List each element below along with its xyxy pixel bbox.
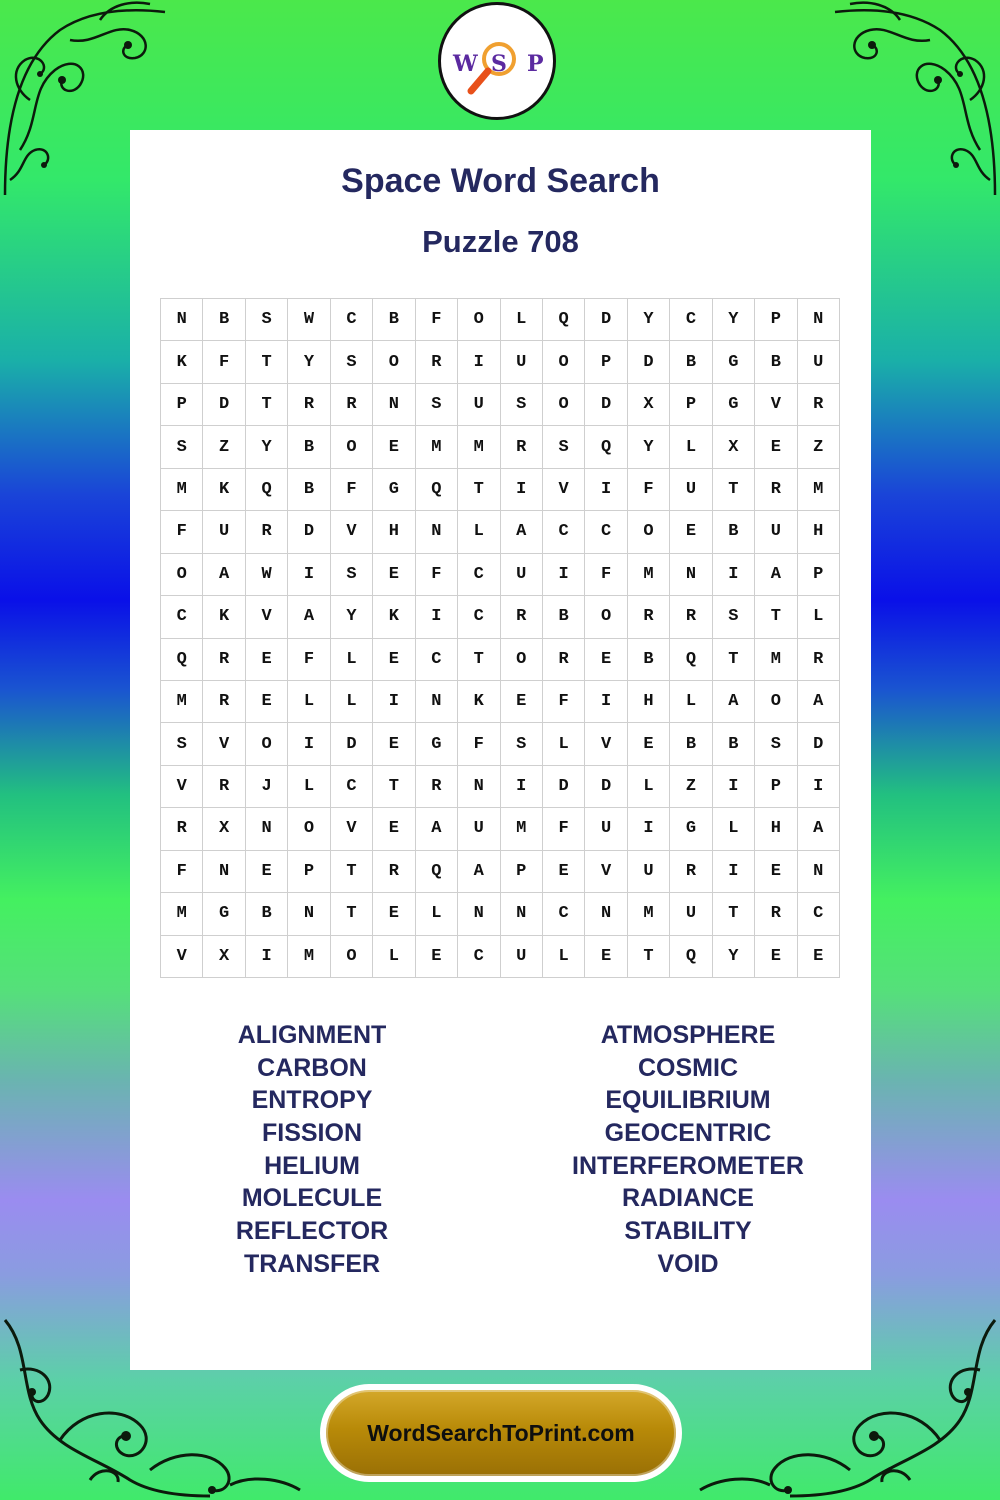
grid-cell[interactable]: C (543, 511, 585, 553)
grid-cell[interactable]: Y (713, 299, 755, 341)
grid-cell[interactable]: D (628, 341, 670, 383)
grid-cell[interactable]: D (203, 384, 245, 426)
grid-cell[interactable]: A (755, 554, 797, 596)
word-list-item: ENTROPY (251, 1086, 373, 1115)
grid-cell[interactable]: U (458, 384, 500, 426)
grid-cell[interactable]: I (713, 851, 755, 893)
grid-cell[interactable]: M (798, 469, 840, 511)
grid-cell[interactable]: N (246, 808, 288, 850)
grid-cell[interactable]: R (543, 639, 585, 681)
grid-cell[interactable]: F (161, 511, 203, 553)
grid-cell[interactable]: X (713, 426, 755, 468)
word-list-item: CARBON (257, 1053, 367, 1082)
grid-cell[interactable]: Q (670, 639, 712, 681)
grid-cell[interactable]: T (628, 936, 670, 978)
grid-cell[interactable]: G (373, 469, 415, 511)
grid-cell[interactable]: N (458, 893, 500, 935)
grid-cell[interactable]: Q (416, 851, 458, 893)
grid-cell[interactable]: F (288, 639, 330, 681)
grid-cell[interactable]: Z (203, 426, 245, 468)
grid-cell[interactable]: Y (288, 341, 330, 383)
grid-cell[interactable]: S (161, 723, 203, 765)
grid-cell[interactable]: A (288, 596, 330, 638)
grid-cell[interactable]: Q (543, 299, 585, 341)
grid-cell[interactable]: U (628, 851, 670, 893)
grid-cell[interactable]: N (585, 893, 627, 935)
grid-cell[interactable]: R (416, 341, 458, 383)
grid-cell[interactable]: N (161, 299, 203, 341)
grid-cell[interactable]: T (713, 639, 755, 681)
grid-cell[interactable]: U (458, 808, 500, 850)
grid-cell[interactable]: E (585, 639, 627, 681)
grid-cell[interactable]: R (798, 639, 840, 681)
grid-cell[interactable]: T (373, 766, 415, 808)
grid-cell[interactable]: D (288, 511, 330, 553)
grid-cell[interactable]: X (203, 808, 245, 850)
grid-cell[interactable]: O (161, 554, 203, 596)
grid-cell[interactable]: U (585, 808, 627, 850)
grid-cell[interactable]: V (161, 936, 203, 978)
grid-cell[interactable]: U (798, 341, 840, 383)
grid-cell[interactable]: S (501, 723, 543, 765)
grid-cell[interactable]: D (585, 384, 627, 426)
grid-cell[interactable]: C (416, 639, 458, 681)
grid-cell[interactable]: G (416, 723, 458, 765)
grid-cell[interactable]: F (161, 851, 203, 893)
grid-cell[interactable]: M (755, 639, 797, 681)
grid-cell[interactable]: I (501, 766, 543, 808)
grid-cell[interactable]: G (713, 384, 755, 426)
grid-cell[interactable]: R (628, 596, 670, 638)
grid-cell[interactable]: V (246, 596, 288, 638)
grid-cell[interactable]: L (798, 596, 840, 638)
grid-cell[interactable]: T (713, 469, 755, 511)
grid-cell[interactable]: K (458, 681, 500, 723)
grid-cell[interactable]: M (288, 936, 330, 978)
grid-cell[interactable]: N (288, 893, 330, 935)
grid-cell[interactable]: E (501, 681, 543, 723)
grid-cell[interactable]: E (585, 936, 627, 978)
grid-cell[interactable]: R (203, 681, 245, 723)
grid-cell[interactable]: H (373, 511, 415, 553)
page-title: Space Word Search (341, 162, 660, 200)
grid-cell[interactable]: U (501, 936, 543, 978)
grid-cell[interactable]: D (331, 723, 373, 765)
grid-cell[interactable]: C (331, 766, 373, 808)
grid-cell[interactable]: N (203, 851, 245, 893)
grid-cell[interactable]: E (670, 511, 712, 553)
grid-cell[interactable]: E (373, 639, 415, 681)
grid-cell[interactable]: O (543, 341, 585, 383)
grid-cell[interactable]: E (373, 426, 415, 468)
grid-cell[interactable]: H (628, 681, 670, 723)
grid-cell[interactable]: D (543, 766, 585, 808)
grid-cell[interactable]: D (585, 766, 627, 808)
word-list-item: REFLECTOR (235, 1217, 389, 1246)
grid-cell[interactable]: C (458, 554, 500, 596)
grid-cell[interactable]: M (416, 426, 458, 468)
grid-cell[interactable]: L (670, 681, 712, 723)
grid-cell[interactable]: N (670, 554, 712, 596)
grid-cell[interactable]: R (203, 766, 245, 808)
grid-cell[interactable]: L (373, 936, 415, 978)
grid-cell[interactable]: C (670, 299, 712, 341)
grid-cell[interactable]: O (585, 596, 627, 638)
grid-cell[interactable]: E (798, 936, 840, 978)
grid-cell[interactable]: X (203, 936, 245, 978)
grid-cell[interactable]: G (670, 808, 712, 850)
grid-cell[interactable]: H (755, 808, 797, 850)
grid-cell[interactable]: M (501, 808, 543, 850)
grid-cell[interactable]: U (670, 469, 712, 511)
grid-cell[interactable]: K (203, 469, 245, 511)
grid-cell[interactable]: I (585, 681, 627, 723)
word-list-item: MOLECULE (241, 1184, 383, 1213)
grid-cell[interactable]: M (161, 681, 203, 723)
grid-cell[interactable]: C (585, 511, 627, 553)
grid-cell[interactable]: Q (246, 469, 288, 511)
grid-cell[interactable]: O (246, 723, 288, 765)
grid-cell[interactable]: P (755, 299, 797, 341)
grid-cell[interactable]: K (161, 341, 203, 383)
grid-cell[interactable]: I (585, 469, 627, 511)
grid-cell[interactable]: B (288, 426, 330, 468)
grid-cell[interactable]: N (373, 384, 415, 426)
grid-cell[interactable]: B (628, 639, 670, 681)
grid-cell[interactable]: S (161, 426, 203, 468)
grid-cell[interactable]: T (458, 639, 500, 681)
grid-cell[interactable]: E (246, 681, 288, 723)
grid-cell[interactable]: T (458, 469, 500, 511)
grid-cell[interactable]: A (798, 808, 840, 850)
grid-cell[interactable]: T (246, 341, 288, 383)
grid-cell[interactable]: J (246, 766, 288, 808)
grid-cell[interactable]: R (288, 384, 330, 426)
grid-cell[interactable]: U (203, 511, 245, 553)
word-list-item: INTERFEROMETER (572, 1151, 804, 1180)
grid-cell[interactable]: I (628, 808, 670, 850)
grid-cell[interactable]: C (458, 596, 500, 638)
grid-cell[interactable]: F (416, 554, 458, 596)
grid-cell[interactable]: S (543, 426, 585, 468)
grid-cell[interactable]: R (501, 426, 543, 468)
grid-cell[interactable]: S (331, 554, 373, 596)
grid-cell[interactable]: B (203, 299, 245, 341)
grid-cell[interactable]: E (373, 723, 415, 765)
grid-cell[interactable]: I (798, 766, 840, 808)
grid-cell[interactable]: I (416, 596, 458, 638)
grid-cell[interactable]: O (288, 808, 330, 850)
grid-cell[interactable]: O (458, 299, 500, 341)
grid-cell[interactable]: L (543, 723, 585, 765)
grid-cell[interactable]: O (373, 341, 415, 383)
grid-cell[interactable]: F (628, 469, 670, 511)
grid-cell[interactable]: N (416, 681, 458, 723)
grid-cell[interactable]: Y (628, 426, 670, 468)
grid-cell[interactable]: L (501, 299, 543, 341)
grid-cell[interactable]: L (458, 511, 500, 553)
grid-cell[interactable]: R (161, 808, 203, 850)
grid-cell[interactable]: N (798, 299, 840, 341)
grid-cell[interactable]: B (713, 511, 755, 553)
grid-cell[interactable]: R (755, 893, 797, 935)
grid-cell[interactable]: S (755, 723, 797, 765)
grid-cell[interactable]: Q (161, 639, 203, 681)
grid-cell[interactable]: O (501, 639, 543, 681)
grid-cell[interactable]: I (458, 341, 500, 383)
word-list-item: TRANSFER (243, 1249, 381, 1278)
grid-cell[interactable]: B (670, 723, 712, 765)
grid-cell[interactable]: P (288, 851, 330, 893)
grid-cell[interactable]: E (373, 893, 415, 935)
grid-cell[interactable]: Q (670, 936, 712, 978)
grid-cell[interactable]: P (670, 384, 712, 426)
grid-cell[interactable]: S (331, 341, 373, 383)
grid-cell[interactable]: T (331, 893, 373, 935)
word-list-right (538, 1019, 838, 1281)
grid-cell[interactable]: R (501, 596, 543, 638)
grid-cell[interactable]: T (755, 596, 797, 638)
grid-cell[interactable]: T (246, 384, 288, 426)
grid-cell[interactable]: E (246, 851, 288, 893)
grid-cell[interactable]: N (458, 766, 500, 808)
grid-cell[interactable]: Y (628, 299, 670, 341)
grid-cell[interactable]: P (585, 341, 627, 383)
grid-cell[interactable]: S (501, 384, 543, 426)
grid-cell[interactable]: G (203, 893, 245, 935)
grid-cell[interactable]: I (713, 554, 755, 596)
grid-cell[interactable]: O (331, 426, 373, 468)
grid-cell[interactable]: V (331, 511, 373, 553)
grid-cell[interactable]: M (161, 893, 203, 935)
grid-cell[interactable]: X (628, 384, 670, 426)
grid-cell[interactable]: N (501, 893, 543, 935)
word-list-left (162, 1019, 462, 1281)
grid-cell[interactable]: O (755, 681, 797, 723)
grid-cell[interactable]: O (331, 936, 373, 978)
grid-cell[interactable]: E (246, 639, 288, 681)
grid-cell[interactable]: E (543, 851, 585, 893)
grid-cell[interactable]: I (288, 723, 330, 765)
word-list-item: GEOCENTRIC (604, 1119, 772, 1148)
grid-cell[interactable]: T (713, 893, 755, 935)
grid-cell[interactable]: V (331, 808, 373, 850)
grid-cell[interactable]: D (585, 299, 627, 341)
grid-cell[interactable]: A (203, 554, 245, 596)
grid-cell[interactable]: M (628, 893, 670, 935)
grid-cell[interactable]: R (670, 596, 712, 638)
grid-cell[interactable]: N (798, 851, 840, 893)
grid-cell[interactable]: Y (713, 936, 755, 978)
grid-cell[interactable]: H (798, 511, 840, 553)
grid-cell[interactable]: T (331, 851, 373, 893)
grid-cell[interactable]: A (501, 511, 543, 553)
word-list-item: ATMOSPHERE (600, 1021, 776, 1049)
grid-cell[interactable]: I (713, 766, 755, 808)
grid-cell[interactable]: L (331, 681, 373, 723)
grid-cell[interactable]: F (458, 723, 500, 765)
grid-cell[interactable]: M (628, 554, 670, 596)
grid-cell[interactable]: W (288, 299, 330, 341)
grid-cell[interactable]: L (713, 808, 755, 850)
grid-cell[interactable]: R (670, 851, 712, 893)
grid-cell[interactable]: C (543, 893, 585, 935)
grid-cell[interactable]: E (755, 426, 797, 468)
grid-cell[interactable]: A (798, 681, 840, 723)
grid-cell[interactable]: F (416, 299, 458, 341)
grid-cell[interactable]: Q (585, 426, 627, 468)
grid-cell[interactable]: W (246, 554, 288, 596)
grid-cell[interactable]: R (246, 511, 288, 553)
grid-cell[interactable]: B (288, 469, 330, 511)
grid-cell[interactable]: Z (670, 766, 712, 808)
grid-cell[interactable]: L (670, 426, 712, 468)
grid-cell[interactable]: S (416, 384, 458, 426)
grid-cell[interactable]: Y (331, 596, 373, 638)
grid-cell[interactable]: N (416, 511, 458, 553)
grid-cell[interactable]: F (543, 681, 585, 723)
grid-cell[interactable]: V (543, 469, 585, 511)
grid-cell[interactable]: O (543, 384, 585, 426)
grid-cell[interactable]: C (161, 596, 203, 638)
grid-cell[interactable]: G (713, 341, 755, 383)
grid-cell[interactable]: S (246, 299, 288, 341)
grid-cell[interactable]: U (755, 511, 797, 553)
grid-cell[interactable]: A (458, 851, 500, 893)
grid-cell[interactable]: U (501, 341, 543, 383)
grid-cell[interactable]: A (713, 681, 755, 723)
grid-cell[interactable]: V (585, 851, 627, 893)
grid-cell[interactable]: E (373, 554, 415, 596)
grid-cell[interactable]: L (288, 766, 330, 808)
word-list-item: EQUILIBRIUM (605, 1086, 771, 1115)
grid-cell[interactable]: B (246, 893, 288, 935)
letter-grid (160, 298, 840, 978)
grid-cell[interactable]: V (161, 766, 203, 808)
logo-letter: W (453, 51, 478, 77)
grid-cell[interactable]: C (458, 936, 500, 978)
logo-letter: S (491, 51, 507, 77)
word-list-item: COSMIC (638, 1053, 738, 1082)
grid-cell[interactable]: C (798, 893, 840, 935)
grid-cell[interactable]: V (585, 723, 627, 765)
grid-cell[interactable]: B (755, 341, 797, 383)
grid-cell[interactable]: E (755, 851, 797, 893)
grid-cell[interactable]: A (416, 808, 458, 850)
word-list-item: STABILITY (624, 1217, 752, 1246)
grid-cell[interactable]: Q (416, 469, 458, 511)
grid-cell[interactable]: R (798, 384, 840, 426)
footer-site-link[interactable]: WordSearchToPrint.com (326, 1390, 676, 1476)
word-list-item: FISSION (261, 1119, 362, 1148)
puzzle-number: Puzzle 708 (422, 224, 579, 259)
grid-cell[interactable]: K (373, 596, 415, 638)
grid-cell[interactable]: S (713, 596, 755, 638)
grid-cell[interactable]: F (585, 554, 627, 596)
grid-cell[interactable]: I (373, 681, 415, 723)
grid-cell[interactable]: E (755, 936, 797, 978)
grid-cell[interactable]: L (416, 893, 458, 935)
grid-cell[interactable]: V (755, 384, 797, 426)
grid-cell[interactable]: M (161, 469, 203, 511)
grid-cell[interactable]: L (331, 639, 373, 681)
site-logo[interactable] (438, 2, 556, 120)
grid-cell[interactable]: Y (246, 426, 288, 468)
grid-cell[interactable]: B (713, 723, 755, 765)
word-list-item: VOID (657, 1249, 719, 1278)
grid-cell[interactable]: D (798, 723, 840, 765)
grid-cell[interactable]: E (628, 723, 670, 765)
grid-cell[interactable]: F (543, 808, 585, 850)
grid-cell[interactable]: I (543, 554, 585, 596)
grid-cell[interactable]: F (331, 469, 373, 511)
grid-cell[interactable]: Z (798, 426, 840, 468)
grid-cell[interactable]: B (670, 341, 712, 383)
word-list-item: HELIUM (264, 1151, 360, 1180)
grid-cell[interactable]: B (373, 299, 415, 341)
grid-cell[interactable]: O (628, 511, 670, 553)
grid-cell[interactable]: M (458, 426, 500, 468)
grid-cell[interactable]: L (628, 766, 670, 808)
grid-cell[interactable]: R (755, 469, 797, 511)
grid-cell[interactable]: R (203, 639, 245, 681)
word-list-item: RADIANCE (622, 1184, 754, 1213)
grid-cell[interactable]: U (670, 893, 712, 935)
grid-cell[interactable]: L (288, 681, 330, 723)
word-list-item: ALIGNMENT (237, 1021, 387, 1049)
grid-cell[interactable]: L (543, 936, 585, 978)
grid-cell[interactable]: I (288, 554, 330, 596)
grid-cell[interactable]: F (203, 341, 245, 383)
grid-cell[interactable]: P (798, 554, 840, 596)
grid-cell[interactable]: C (331, 299, 373, 341)
grid-cell[interactable]: R (373, 851, 415, 893)
grid-cell[interactable]: P (755, 766, 797, 808)
grid-cell[interactable]: V (203, 723, 245, 765)
grid-cell[interactable]: K (203, 596, 245, 638)
logo-letter: P (527, 51, 544, 77)
grid-cell[interactable]: I (246, 936, 288, 978)
grid-cell[interactable]: R (331, 384, 373, 426)
grid-cell[interactable]: P (161, 384, 203, 426)
grid-cell[interactable]: I (501, 469, 543, 511)
grid-cell[interactable]: E (416, 936, 458, 978)
grid-cell[interactable]: E (373, 808, 415, 850)
grid-cell[interactable]: U (501, 554, 543, 596)
grid-cell[interactable]: B (543, 596, 585, 638)
grid-cell[interactable]: R (416, 766, 458, 808)
grid-cell[interactable]: P (501, 851, 543, 893)
